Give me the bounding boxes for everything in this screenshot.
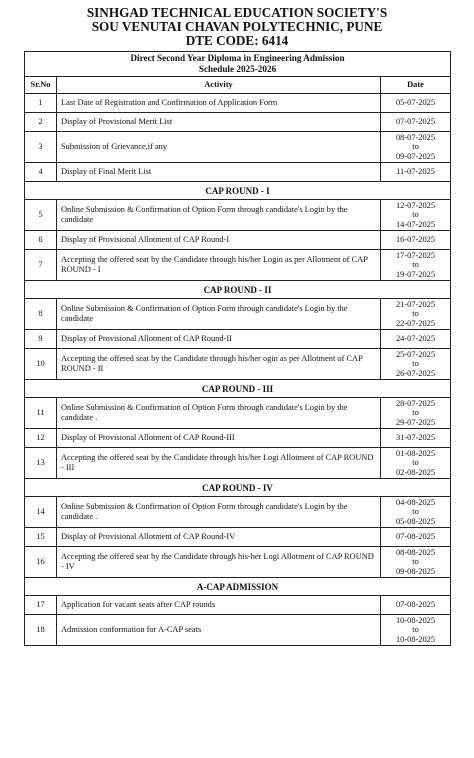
date-line: to bbox=[412, 408, 419, 418]
schedule-title-line1: Direct Second Year Diploma in Engineering Admission bbox=[130, 53, 345, 63]
row-date bbox=[381, 113, 451, 132]
row-activity: Online Submission & Confirmation of Option Form through candidate's Login by the candidate . bbox=[57, 398, 381, 429]
date-line: 07-08-2025 bbox=[395, 532, 436, 542]
section-row bbox=[25, 281, 451, 299]
date-line: 31-07-2025 bbox=[395, 433, 436, 443]
table-row bbox=[25, 448, 451, 479]
row-number: 7 bbox=[25, 250, 57, 281]
date-line: to bbox=[412, 507, 419, 517]
row-number: 11 bbox=[25, 398, 57, 429]
row-number: 1 bbox=[25, 94, 57, 113]
row-number: 17 bbox=[25, 596, 57, 615]
date-line: 09-08-2025 bbox=[395, 566, 436, 576]
date-line: 29-07-2025 bbox=[395, 417, 436, 427]
row-activity: Display of Provisional Merit List bbox=[57, 113, 381, 132]
section-title: CAP ROUND - IV bbox=[25, 479, 451, 497]
table-row bbox=[25, 596, 451, 615]
row-activity: Last Date of Registration and Confirmation of Application Form bbox=[57, 94, 381, 113]
column-header-date: Date bbox=[381, 77, 451, 94]
table-row bbox=[25, 113, 451, 132]
row-date bbox=[381, 299, 451, 330]
table-row bbox=[25, 528, 451, 547]
table-row bbox=[25, 547, 451, 578]
row-number: 14 bbox=[25, 497, 57, 528]
row-activity: Display of Final Merit List bbox=[57, 163, 381, 182]
date-line: 09-07-2025 bbox=[395, 151, 436, 161]
date-line: 16-07-2025 bbox=[395, 235, 436, 245]
row-activity: Accepting the offered seat by the Candidate through his-her Logi Allotment of CAP ROUND - IV bbox=[57, 547, 381, 578]
row-number: 13 bbox=[25, 448, 57, 479]
date-line: to bbox=[412, 458, 419, 468]
section-title: CAP ROUND - III bbox=[25, 380, 451, 398]
section-row bbox=[25, 182, 451, 200]
section-row bbox=[25, 380, 451, 398]
row-date bbox=[381, 250, 451, 281]
date-line: to bbox=[412, 625, 419, 635]
row-activity: Online Submission & Confirmation of Option Form through candidate's Login by the candidate . bbox=[57, 497, 381, 528]
row-date bbox=[381, 528, 451, 547]
row-number: 8 bbox=[25, 299, 57, 330]
date-line: 10-08-2025 bbox=[395, 615, 436, 625]
date-line: 24-07-2025 bbox=[395, 334, 436, 344]
date-line: 05-08-2025 bbox=[395, 516, 436, 526]
schedule-body bbox=[25, 94, 451, 646]
date-line: to bbox=[412, 557, 419, 567]
table-row bbox=[25, 250, 451, 281]
row-number: 6 bbox=[25, 231, 57, 250]
section-title: CAP ROUND - II bbox=[25, 281, 451, 299]
column-header-srno: Sr.No bbox=[25, 77, 57, 94]
date-line: 12-07-2025 bbox=[395, 200, 436, 210]
date-line: to bbox=[412, 210, 419, 220]
date-line: 11-07-2025 bbox=[396, 167, 435, 177]
row-date bbox=[381, 497, 451, 528]
row-activity: Display of Provisional Allotment of CAP Round-III bbox=[57, 429, 381, 448]
row-date bbox=[381, 349, 451, 380]
row-activity: Accepting the offered seat by the Candidate through his/her Logi Allotment of CAP ROUND - III bbox=[57, 448, 381, 479]
date-line: 05-07-2025 bbox=[395, 98, 436, 108]
row-date bbox=[381, 200, 451, 231]
schedule-title bbox=[25, 52, 451, 77]
row-activity: Application for vacant seats after CAP rounds bbox=[57, 596, 381, 615]
table-row bbox=[25, 94, 451, 113]
table-row bbox=[25, 132, 451, 163]
table-row bbox=[25, 330, 451, 349]
table-row bbox=[25, 497, 451, 528]
table-row bbox=[25, 163, 451, 182]
date-line: 10-08-2025 bbox=[395, 634, 436, 644]
date-line: 07-07-2025 bbox=[395, 117, 436, 127]
college-name: SOU VENUTAI CHAVAN POLYTECHNIC, PUNE bbox=[91, 19, 383, 34]
date-line: 25-07-2025 bbox=[395, 349, 436, 359]
row-activity: Online Submission & Confirmation of Option Form through candidate's Login by the candidate bbox=[57, 200, 381, 231]
table-row bbox=[25, 429, 451, 448]
date-line: 02-08-2025 bbox=[395, 467, 436, 477]
date-line: to bbox=[412, 359, 419, 369]
row-number: 5 bbox=[25, 200, 57, 231]
row-activity: Submission of Grievance,if any bbox=[57, 132, 381, 163]
date-line: to bbox=[412, 260, 419, 270]
row-number: 12 bbox=[25, 429, 57, 448]
table-row bbox=[25, 231, 451, 250]
section-row bbox=[25, 479, 451, 497]
dte-code: DTE CODE: 6414 bbox=[185, 33, 289, 48]
row-number: 16 bbox=[25, 547, 57, 578]
row-date bbox=[381, 163, 451, 182]
row-number: 4 bbox=[25, 163, 57, 182]
section-title: A-CAP ADMISSION bbox=[25, 578, 451, 596]
row-activity: Accepting the offered seat by the Candidate through his/her ogin as per Allotment of CAP ROUND - II bbox=[57, 349, 381, 380]
date-line: to bbox=[412, 142, 419, 152]
row-date bbox=[381, 132, 451, 163]
row-date bbox=[381, 615, 451, 646]
table-row bbox=[25, 349, 451, 380]
row-date bbox=[381, 596, 451, 615]
schedule-table bbox=[24, 51, 451, 646]
date-line: 21-07-2025 bbox=[395, 299, 436, 309]
row-activity: Online Submission & Confirmation of Option Form through candidate's Login by the candidate bbox=[57, 299, 381, 330]
column-header-activity: Activity bbox=[57, 77, 381, 94]
row-number: 2 bbox=[25, 113, 57, 132]
section-title: CAP ROUND - I bbox=[25, 182, 451, 200]
table-row bbox=[25, 200, 451, 231]
row-date bbox=[381, 330, 451, 349]
section-row bbox=[25, 578, 451, 596]
schedule-document bbox=[24, 6, 450, 646]
row-number: 10 bbox=[25, 349, 57, 380]
date-line: 14-07-2025 bbox=[395, 219, 436, 229]
column-header-row bbox=[25, 77, 451, 94]
date-line: 26-07-2025 bbox=[395, 368, 436, 378]
date-line: to bbox=[412, 309, 419, 319]
row-date bbox=[381, 231, 451, 250]
schedule-title-row bbox=[25, 52, 451, 77]
row-activity: Admission conformation for A-CAP seats bbox=[57, 615, 381, 646]
date-line: 19-07-2025 bbox=[395, 269, 436, 279]
date-line: 08-08-2025 bbox=[395, 547, 436, 557]
date-line: 22-07-2025 bbox=[395, 318, 436, 328]
row-date bbox=[381, 448, 451, 479]
schedule-title-line2: Schedule 2025-2026 bbox=[198, 64, 277, 74]
row-date bbox=[381, 429, 451, 448]
date-line: 01-08-2025 bbox=[395, 448, 436, 458]
row-activity: Display of Provisional Allotment of CAP Round-IV bbox=[57, 528, 381, 547]
row-activity: Display of Provisional Allotment of CAP Round-I bbox=[57, 231, 381, 250]
date-line: 07-08-2025 bbox=[395, 600, 436, 610]
table-row bbox=[25, 615, 451, 646]
row-date bbox=[381, 94, 451, 113]
row-number: 9 bbox=[25, 330, 57, 349]
society-name: SINHGAD TECHNICAL EDUCATION SOCIETY'S bbox=[86, 5, 388, 20]
row-activity: Accepting the offered seat by the Candidate through his/her Login as per Allotment of CAP ROUND - I bbox=[57, 250, 381, 281]
row-activity: Display of Provisional Allotment of CAP Round-II bbox=[57, 330, 381, 349]
row-number: 3 bbox=[25, 132, 57, 163]
document-header bbox=[24, 6, 450, 48]
row-date bbox=[381, 398, 451, 429]
row-number: 15 bbox=[25, 528, 57, 547]
date-line: 17-07-2025 bbox=[395, 250, 436, 260]
date-line: 28-07-2025 bbox=[395, 398, 436, 408]
table-row bbox=[25, 398, 451, 429]
row-date bbox=[381, 547, 451, 578]
date-line: 08-07-2025 bbox=[395, 132, 436, 142]
date-line: 04-08-2025 bbox=[395, 497, 436, 507]
row-number: 18 bbox=[25, 615, 57, 646]
table-row bbox=[25, 299, 451, 330]
